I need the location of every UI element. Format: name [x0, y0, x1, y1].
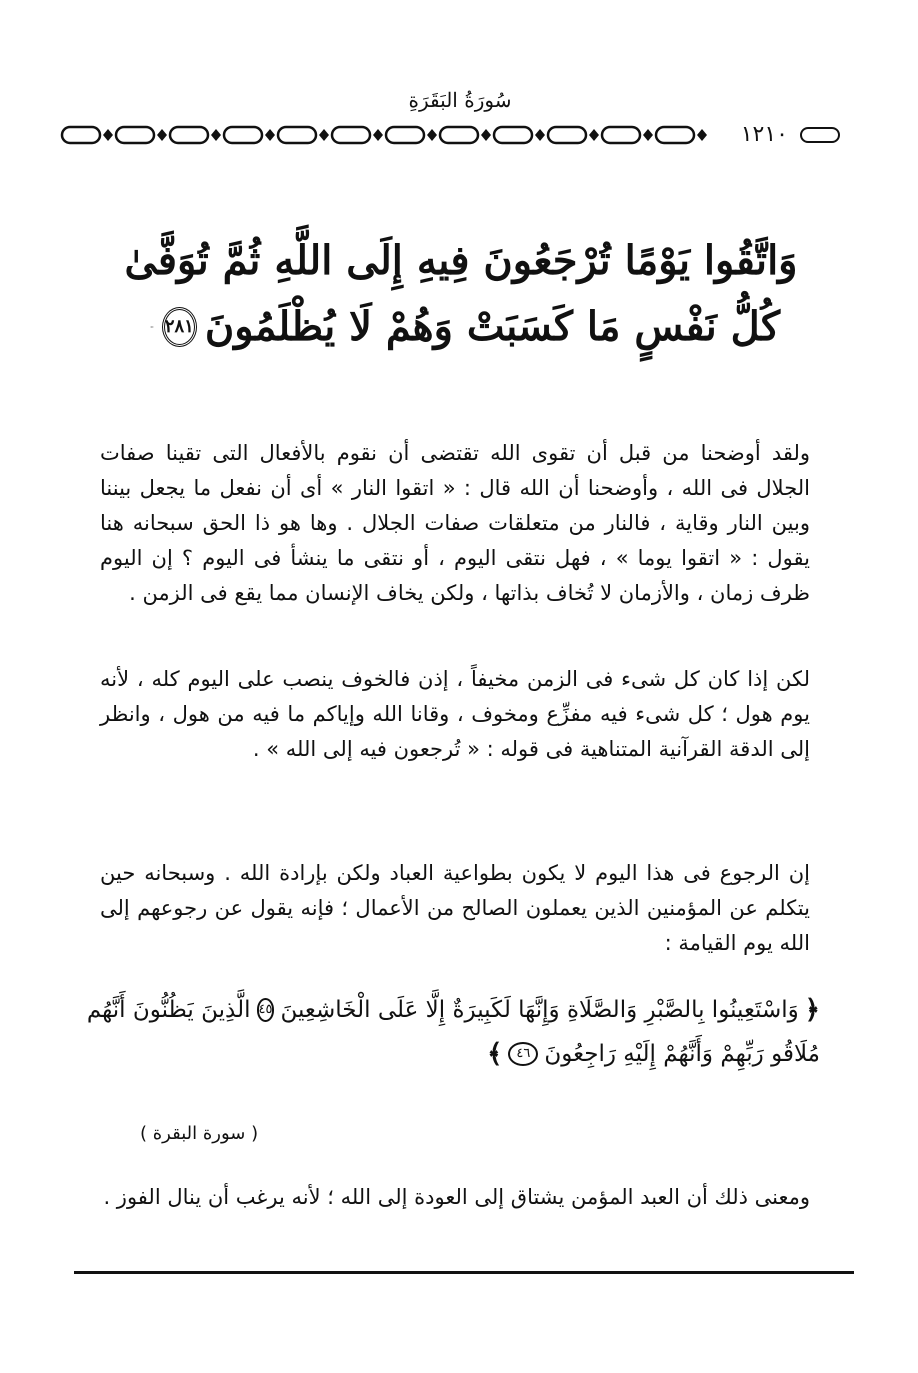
- quran-verse-block: [124, 228, 798, 360]
- verse-end-ornament-icon: [150, 312, 154, 342]
- paragraph-1: ولقد أوضحنا من قبل أن تقوى الله تقتضى أن نقوم بالأفعال التى تقينا صفات الجلال فى الله ، وأوضحنا أن الله قال : « اتقوا النار » أى أن نفعل ما يجعل بيننا وبين النار وقاية ، فالنار من متعلقات صفات الجلال . وها هو ذا الحق سبحانه هنا يقول : « اتقوا يوما » ، فهل نتقى اليوم ، أو نتقى ما ينشأ فى اليوم ؟ إن اليوم ظرف زمان ، والأزمان لا تُخاف بذاتها ، ولكن يخاف الإنسان مما يقع فى الزمن .: [100, 441, 810, 605]
- footer-divider: [74, 1271, 854, 1274]
- paragraph-4: ومعنى ذلك أن العبد المؤمن يشتاق إلى العودة إلى الله ؛ لأنه يرغب أن ينال الفوز .: [103, 1185, 810, 1209]
- paragraph-2: لكن إذا كان كل شىء فى الزمن مخيفاً ، إذن فالخوف ينصب على اليوم كله ، لأنه يوم هول ؛ كل شىء فيه مفزِّع ومخوف ، وقانا الله وإياكم ما فيه من هول ، وانظر إلى الدقة القرآنية المتناهية فى قوله : « تُرجعون فيه إلى الله » .: [100, 667, 810, 761]
- verse-line-1: [124, 228, 798, 294]
- verse-line-1-text: وَاتَّقُوا يَوْمًا تُرْجَعُونَ فِيهِ إِلَى اللَّهِ ثُمَّ تُوَفَّىٰ: [124, 237, 798, 284]
- ayah-number-badge: ٢٨١: [162, 307, 197, 347]
- running-header-surah-name: سُورَةُ البَقَرَةِ: [408, 88, 512, 112]
- surah-reference: ( سورة البقرة ): [140, 1123, 259, 1144]
- verse-number-45-badge: ٤٥: [257, 998, 275, 1022]
- quoted-verses: [86, 988, 820, 1076]
- verse-number-46-badge: ٤٦: [508, 1042, 538, 1066]
- quote-close-bracket: ﴾: [487, 1039, 503, 1069]
- quoted-verse-46-start-text: الَّذِينَ يَظُنُّونَ أَنَّهُم: [86, 997, 251, 1023]
- quoted-verse-line-1: [86, 988, 820, 1032]
- header-ornament-row: [60, 120, 840, 150]
- quoted-verse-line-2: [100, 1032, 820, 1076]
- verse-line-2: [150, 294, 780, 360]
- quote-open-bracket: ﴿: [804, 995, 820, 1025]
- verse-line-2-text: كُلُّ نَفْسٍ مَا كَسَبَتْ وَهُمْ لَا يُظْلَمُونَ: [204, 303, 780, 350]
- header-end-oval-ornament: [800, 127, 840, 143]
- header-chain-ornament: [60, 120, 740, 150]
- quoted-verse-45-text: وَاسْتَعِينُوا بِالصَّبْرِ وَالصَّلَاةِ وَإِنَّهَا لَكَبِيرَةٌ إِلَّا عَلَى الْخَاشِعِينَ: [280, 997, 799, 1023]
- page-number: ١٢١٠: [737, 120, 792, 150]
- quoted-verse-46-end-text: مُلَاقُو رَبِّهِمْ وَأَنَّهُمْ إِلَيْهِ رَاجِعُونَ: [544, 1041, 820, 1067]
- paragraph-3: إن الرجوع فى هذا اليوم لا يكون بطواعية العباد ولكن بإرادة الله . وسبحانه حين يتكلم عن المؤمنين الذين يعملون الصالح من الأعمال ؛ فإنه يقول عن رجوعهم إلى الله يوم القيامة :: [100, 861, 810, 955]
